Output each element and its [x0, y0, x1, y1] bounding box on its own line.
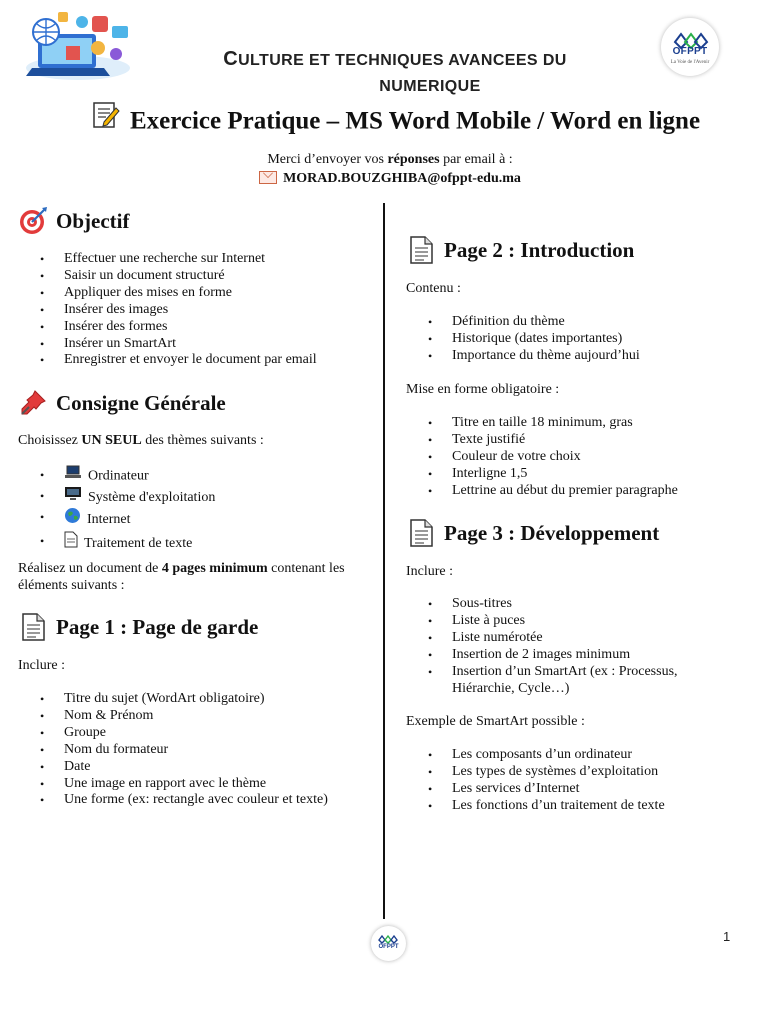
email-address[interactable]: MORAD.BOUZGHIBA@ofppt-edu.ma — [283, 171, 521, 186]
list-item: • Lettrine au début du premier paragraphe — [406, 483, 678, 500]
list-item: • Insérer des images — [18, 302, 317, 319]
list-item: • Définition du thème — [406, 314, 640, 331]
envelope-icon — [259, 171, 277, 184]
list-item: • Une image en rapport avec le thème — [18, 776, 328, 793]
list-item: • Effectuer une recherche sur Internet — [18, 251, 317, 268]
section-heading-consigne: Consigne Générale — [18, 388, 226, 418]
page3-list — [406, 596, 706, 697]
digital-illustration-logo — [20, 6, 138, 82]
page-facing-up-icon — [406, 235, 436, 265]
section-heading-page3: Page 3 : Développement — [406, 518, 659, 548]
document-title: CULTURE ET TECHNIQUES AVANCEES DU NUMERIQUE — [223, 48, 567, 95]
list-item: • Texte justifié — [406, 432, 678, 449]
list-item: • Date — [18, 759, 328, 776]
ofppt-logo: OFPPT La Voie de l'Avenir — [661, 18, 719, 76]
objectif-list — [18, 251, 317, 369]
list-item: • Titre du sujet (WordArt obligatoire) — [18, 691, 328, 708]
list-item: • Importance du thème aujourd’hui — [406, 348, 640, 365]
exercise-subtitle: Exercice Pratique – MS Word Mobile / Word en ligne — [75, 103, 715, 143]
list-item: • Couleur de votre choix — [406, 449, 678, 466]
list-item: • Les services d’Internet — [406, 781, 665, 798]
list-item: • Internet — [18, 508, 215, 532]
page3-inclure-label: Inclure : — [406, 564, 454, 579]
list-item: • Historique (dates importantes) — [406, 331, 640, 348]
consigne-text: Choisissez UN SEUL des thèmes suivants : — [18, 433, 264, 448]
list-item: • Sous-titres — [406, 596, 706, 613]
section-heading-page2: Page 2 : Introduction — [406, 235, 634, 265]
target-icon — [18, 206, 48, 236]
page2-list — [406, 314, 640, 365]
list-item: • Titre en taille 18 minimum, gras — [406, 415, 678, 432]
section-heading-page1: Page 1 : Page de garde — [18, 612, 258, 642]
footer-ofppt-logo: OFPPT — [371, 926, 406, 961]
list-item: • Nom du formateur — [18, 742, 328, 759]
list-item: • Ordinateur — [18, 466, 215, 487]
miseforme-list — [406, 415, 678, 500]
memo-icon — [90, 100, 120, 140]
section-heading-objectif: Objectif — [18, 206, 129, 236]
list-item: • Insérer un SmartArt — [18, 336, 317, 353]
themes-list — [18, 466, 215, 555]
page2-contenu-label: Contenu : — [406, 281, 461, 296]
page-number: 1 — [723, 929, 731, 944]
list-item: • Insertion d’un SmartArt (ex : Processus, Hiérarchie, Cycle…) — [406, 664, 706, 698]
desktop-icon — [64, 486, 82, 508]
list-item: • Système d'exploitation — [18, 487, 215, 509]
exemple-list — [406, 747, 665, 815]
list-item: • Enregistrer et envoyer le document par email — [18, 352, 317, 369]
globe-icon — [64, 507, 81, 531]
page1-list — [18, 691, 328, 809]
list-item: • Les types de systèmes d’exploitation — [406, 764, 665, 781]
list-item: • Les composants d’un ordinateur — [406, 747, 665, 764]
pushpin-icon — [18, 388, 48, 418]
list-item: • Nom & Prénom — [18, 708, 328, 725]
list-item: • Insérer des formes — [18, 319, 317, 336]
page-icon — [64, 531, 78, 555]
laptop-icon — [64, 465, 82, 486]
list-item: • Une forme (ex: rectangle avec couleur et texte) — [18, 792, 328, 809]
page-facing-up-icon — [406, 518, 436, 548]
contact-block: Merci d’envoyer vos réponses par email à : MORAD.BOUZGHIBA@ofppt-edu.ma — [150, 150, 630, 188]
list-item: • Liste numérotée — [406, 630, 706, 647]
page-facing-up-icon — [18, 612, 48, 642]
list-item: • Interligne 1,5 — [406, 466, 678, 483]
miseforme-label: Mise en forme obligatoire : — [406, 382, 560, 397]
list-item: • Appliquer des mises en forme — [18, 285, 317, 302]
page1-inclure-label: Inclure : — [18, 658, 66, 673]
exemple-label: Exemple de SmartArt possible : — [406, 714, 585, 729]
list-item: • Traitement de texte — [18, 532, 215, 556]
list-item: • Groupe — [18, 725, 328, 742]
realisez-text: Réalisez un document de 4 pages minimum contenant les éléments suivants : — [18, 561, 345, 593]
list-item: • Les fonctions d’un traitement de texte — [406, 798, 665, 815]
column-divider — [383, 203, 385, 919]
list-item: • Liste à puces — [406, 613, 706, 630]
list-item: • Insertion de 2 images minimum — [406, 647, 706, 664]
list-item: • Saisir un document structuré — [18, 268, 317, 285]
